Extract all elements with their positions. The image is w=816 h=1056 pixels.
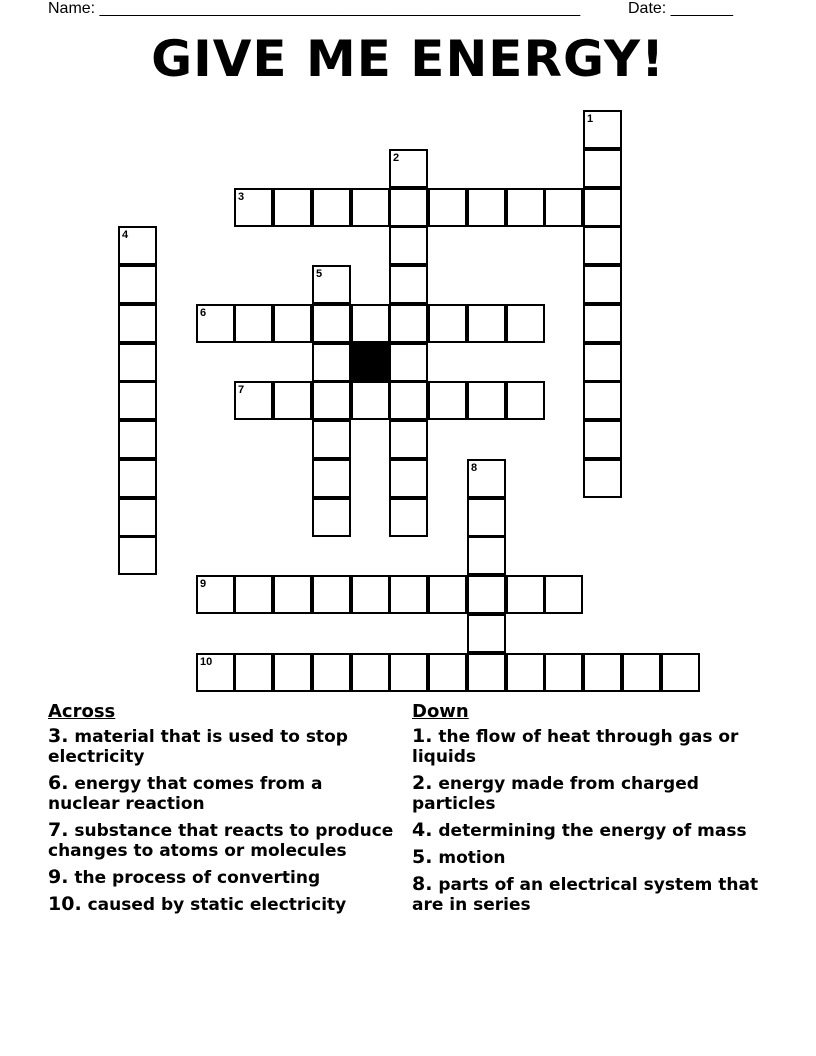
cell-number: 7 (238, 384, 245, 396)
grid-cell[interactable] (583, 149, 622, 188)
grid-cell[interactable] (234, 188, 273, 227)
clue-number: 5. (412, 846, 433, 868)
clue-number: 4. (412, 819, 433, 841)
clue-number: 3. (48, 725, 69, 747)
grid-cell[interactable] (467, 653, 506, 692)
across-heading: Across (48, 701, 116, 722)
clue-number: 7. (48, 819, 69, 841)
grid-cell[interactable] (467, 459, 506, 498)
grid-cell[interactable] (428, 653, 467, 692)
grid-cell[interactable] (389, 459, 428, 498)
cell-number: 4 (122, 229, 129, 241)
grid-cell[interactable] (273, 653, 312, 692)
grid-cell[interactable] (506, 304, 545, 343)
grid-cell[interactable] (118, 420, 157, 459)
grid-cell[interactable] (234, 575, 273, 614)
grid-cell[interactable] (312, 420, 351, 459)
grid-cell[interactable] (118, 226, 157, 265)
grid-cell[interactable] (118, 265, 157, 304)
grid-cell[interactable] (506, 381, 545, 420)
grid-cell[interactable] (312, 188, 351, 227)
grid-cell[interactable] (661, 653, 700, 692)
grid-cell[interactable] (351, 304, 390, 343)
grid-cell[interactable] (583, 343, 622, 382)
clue-across-6 (48, 773, 398, 814)
clue-down-8 (412, 874, 762, 915)
grid-cell[interactable] (467, 498, 506, 537)
grid-cell[interactable] (389, 653, 428, 692)
cell-number: 5 (316, 268, 323, 280)
grid-cell[interactable] (467, 575, 506, 614)
grid-cell[interactable] (273, 304, 312, 343)
grid-cell[interactable] (389, 420, 428, 459)
clue-down-4 (412, 820, 762, 841)
grid-cell[interactable] (351, 381, 390, 420)
grid-cell[interactable] (583, 459, 622, 498)
grid-cell[interactable] (506, 188, 545, 227)
clue-text: motion (438, 848, 506, 868)
grid-cell[interactable] (312, 343, 351, 382)
grid-cell[interactable] (312, 575, 351, 614)
grid-cell[interactable] (544, 188, 583, 227)
clue-text: material that is used to stop electricity (48, 727, 348, 767)
grid-cell[interactable] (389, 149, 428, 188)
grid-cell[interactable] (583, 265, 622, 304)
cell-number: 9 (200, 578, 207, 590)
cell-number: 6 (200, 307, 207, 319)
cell-number: 3 (238, 191, 245, 203)
grid-cell[interactable] (273, 575, 312, 614)
grid-cell[interactable] (583, 653, 622, 692)
grid-cell[interactable] (467, 304, 506, 343)
grid-cell[interactable] (389, 188, 428, 227)
clue-text: the process of converting (74, 868, 321, 888)
clue-number: 8. (412, 873, 433, 895)
grid-cell[interactable] (506, 575, 545, 614)
down-heading: Down (412, 701, 469, 722)
grid-cell[interactable] (312, 265, 351, 304)
grid-cell[interactable] (312, 498, 351, 537)
grid-cell[interactable] (467, 188, 506, 227)
grid-cell[interactable] (273, 188, 312, 227)
grid-cell[interactable] (312, 304, 351, 343)
grid-cell[interactable] (428, 575, 467, 614)
grid-cell[interactable] (583, 188, 622, 227)
grid-cell[interactable] (389, 265, 428, 304)
grid-cell[interactable] (196, 304, 235, 343)
grid-cell[interactable] (583, 420, 622, 459)
grid-cell[interactable] (544, 653, 583, 692)
grid-cell[interactable] (467, 614, 506, 653)
grid-cell[interactable] (118, 343, 157, 382)
grid-cell[interactable] (234, 653, 273, 692)
cell-number: 2 (393, 152, 400, 164)
grid-cell[interactable] (351, 188, 390, 227)
grid-cell[interactable] (583, 304, 622, 343)
clue-text: energy made from charged particles (412, 774, 699, 814)
grid-cell[interactable] (196, 575, 235, 614)
grid-cell[interactable] (583, 226, 622, 265)
grid-cell[interactable] (118, 536, 157, 575)
down-clues (412, 701, 762, 921)
clue-number: 9. (48, 866, 69, 888)
grid-cell[interactable] (196, 653, 235, 692)
grid-cell[interactable] (118, 459, 157, 498)
grid-cell[interactable] (312, 459, 351, 498)
clue-across-3 (48, 726, 398, 767)
clue-number: 10. (48, 893, 82, 915)
grid-cell[interactable] (234, 304, 273, 343)
grid-cell[interactable] (428, 304, 467, 343)
grid-cell[interactable] (312, 653, 351, 692)
grid-cell[interactable] (273, 381, 312, 420)
grid-cell[interactable] (467, 381, 506, 420)
name-line: Name: ______________________________________________________ (48, 0, 581, 17)
clue-number: 1. (412, 725, 433, 747)
grid-cell[interactable] (583, 110, 622, 149)
grid-cell[interactable] (622, 653, 661, 692)
grid-cell[interactable] (389, 498, 428, 537)
clue-number: 6. (48, 772, 69, 794)
clue-across-7 (48, 820, 398, 861)
date-line: Date: _______ (628, 0, 733, 17)
cell-number: 8 (471, 462, 478, 474)
clue-down-2 (412, 773, 762, 814)
black-cell (351, 343, 390, 382)
grid-cell[interactable] (389, 343, 428, 382)
clue-text: energy that comes from a nuclear reaction (48, 774, 323, 814)
grid-cell[interactable] (234, 381, 273, 420)
page-title: GIVE ME ENERGY! (151, 30, 665, 88)
grid-cell[interactable] (428, 188, 467, 227)
grid-cell[interactable] (428, 381, 467, 420)
grid-cell[interactable] (351, 575, 390, 614)
grid-cell[interactable] (583, 381, 622, 420)
cell-number: 1 (587, 113, 594, 125)
grid-cell[interactable] (118, 304, 157, 343)
grid-cell[interactable] (118, 381, 157, 420)
across-clues (48, 701, 398, 921)
grid-cell[interactable] (389, 575, 428, 614)
clue-down-1 (412, 726, 762, 767)
clue-text: the flow of heat through gas or liquids (412, 727, 739, 767)
grid-cell[interactable] (389, 304, 428, 343)
cell-number: 10 (200, 656, 213, 668)
grid-cell[interactable] (351, 653, 390, 692)
clue-text: substance that reacts to produce changes to atoms or molecules (48, 821, 394, 861)
grid-cell[interactable] (506, 653, 545, 692)
grid-cell[interactable] (389, 381, 428, 420)
clue-down-5 (412, 847, 762, 868)
grid-cell[interactable] (389, 226, 428, 265)
clue-across-10 (48, 894, 398, 915)
grid-cell[interactable] (118, 498, 157, 537)
clue-text: parts of an electrical system that are in series (412, 875, 759, 915)
clue-text: determining the energy of mass (438, 821, 747, 841)
grid-cell[interactable] (467, 536, 506, 575)
clue-number: 2. (412, 772, 433, 794)
clue-text: caused by static electricity (87, 895, 347, 915)
grid-cell[interactable] (544, 575, 583, 614)
clue-across-9 (48, 867, 398, 888)
grid-cell[interactable] (312, 381, 351, 420)
